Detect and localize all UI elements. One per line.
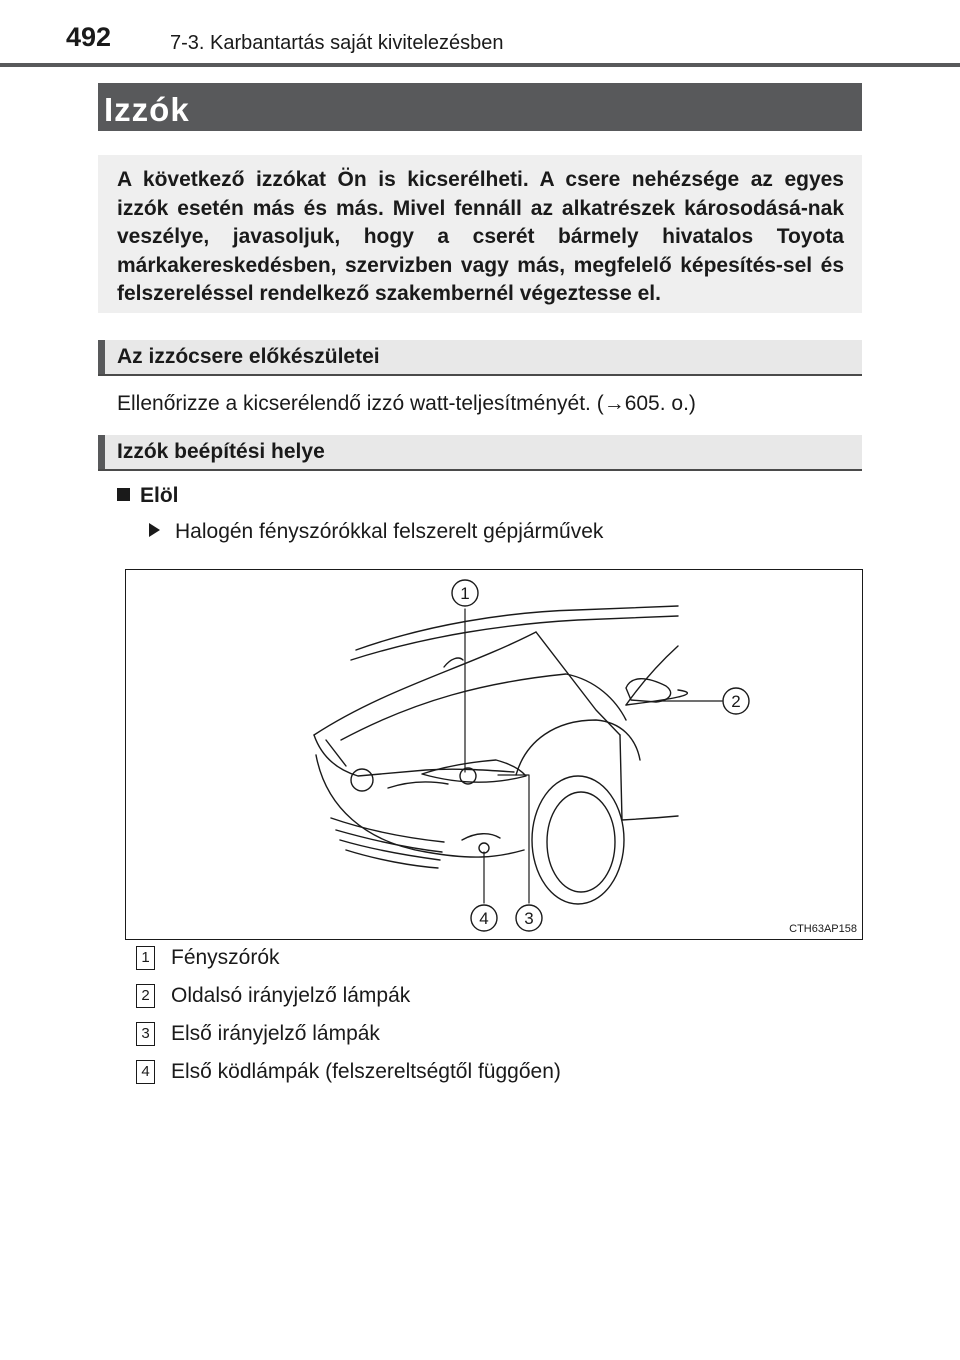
callout-number-4: 4	[479, 909, 489, 928]
figure-code: CTH63AP158	[789, 923, 857, 935]
legend-label: Első ködlámpák (felszereltségtől függően)	[171, 1060, 561, 1083]
door-line	[620, 735, 622, 820]
triangle-bullet-icon	[149, 523, 160, 537]
bumper-top	[314, 735, 514, 776]
bulb-location-figure	[125, 569, 863, 940]
hood-crease	[341, 674, 626, 740]
grille-edge-left	[326, 740, 346, 766]
legend-number: 3	[136, 1022, 155, 1046]
callout-number-1: 1	[460, 584, 470, 603]
legend-item	[136, 946, 280, 970]
title-bar	[98, 83, 862, 131]
intro-text: A következő izzókat Ön is kicserélheti. A csere nehézsége az egyes izzók esetén más és más. Mivel fennáll az alkatrészek károsodásá-nak veszélye, javasoljuk, hogy a cserét bármely hivatalos Toyota márkakereskedésben, szervizben vagy más, megfelelő képesítés-sel és felszereléssel rendelkező szakembernél végeztesse el.	[117, 168, 844, 305]
a-pillar	[536, 632, 620, 735]
emblem	[351, 769, 373, 791]
front-tire	[532, 776, 624, 904]
lower-grille-top	[331, 818, 444, 842]
legend-number: 2	[136, 984, 155, 1008]
legend-label: Fényszórók	[171, 946, 280, 969]
legend-number: 1	[136, 946, 155, 970]
section-heading-text: Izzók beépítési helye	[117, 440, 325, 463]
roof-line	[356, 606, 678, 650]
side-mirror	[626, 679, 671, 702]
bullet-front	[117, 484, 179, 508]
sub-bullet-halogen	[149, 520, 603, 544]
legend-item	[136, 1060, 561, 1084]
roof-inner-line	[351, 616, 678, 660]
preparation-text: Ellenőrizze a kicserélendő izzó watt-teljesítményét. (→605. o.)	[117, 392, 696, 415]
section-heading-bar	[98, 435, 105, 469]
legend-number: 4	[136, 1060, 155, 1084]
callout-number-3: 3	[524, 909, 534, 928]
section-heading-text: Az izzócsere előkészületei	[117, 345, 380, 368]
page-number: 492	[66, 22, 112, 52]
callout-leader-3	[498, 775, 529, 903]
legend-label: Első irányjelző lámpák	[171, 1022, 380, 1045]
legend-item	[136, 984, 410, 1008]
header-rule	[0, 63, 960, 67]
grille-edge-right	[388, 782, 448, 788]
rocker-line	[622, 816, 678, 820]
square-bullet-icon	[117, 488, 130, 501]
callout-number-2: 2	[731, 692, 741, 711]
car-front-illustration	[126, 570, 862, 939]
bullet-front-text: Elöl	[140, 484, 179, 507]
page-title: Izzók	[104, 91, 190, 128]
section-heading-locations	[98, 435, 862, 471]
fog-lamp-housing	[462, 834, 500, 840]
legend-label: Oldalsó irányjelző lámpák	[171, 984, 411, 1007]
front-rim	[547, 792, 615, 892]
legend-item	[136, 1022, 380, 1046]
sub-bullet-text: Halogén fényszórókkal felszerelt gépjárművek	[175, 520, 604, 543]
running-head: 7-3. Karbantartás saját kivitelezésben	[170, 32, 504, 54]
section-heading-bar	[98, 340, 105, 374]
section-heading-preparation	[98, 340, 862, 376]
